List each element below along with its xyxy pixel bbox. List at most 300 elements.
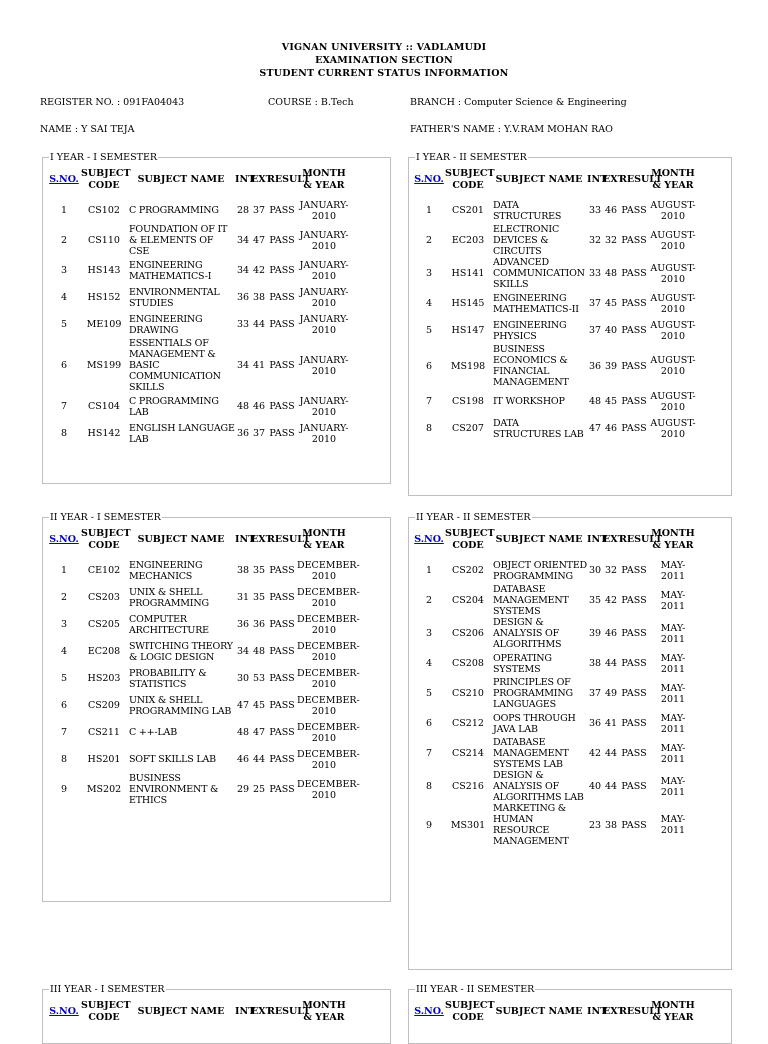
row-sno: 2 xyxy=(425,235,433,246)
col-header-sno[interactable]: S.NO. xyxy=(414,534,444,545)
table-row xyxy=(47,224,351,257)
col-header-ext: EXT xyxy=(603,174,625,185)
table-row xyxy=(47,584,351,611)
subject-name: DATA STRUCTURES xyxy=(493,199,562,222)
results-table xyxy=(413,163,697,442)
result-status: PASS xyxy=(269,592,295,603)
subject-code: HS201 xyxy=(87,754,121,765)
subject-code: CS214 xyxy=(452,748,484,759)
table-row xyxy=(47,197,351,224)
external-marks: 46 xyxy=(604,423,618,434)
subject-code: CS102 xyxy=(88,205,120,216)
row-sno: 7 xyxy=(60,727,68,738)
result-status: PASS xyxy=(269,646,295,657)
row-sno: 7 xyxy=(425,748,433,759)
exam-month: AUGUST-2010 xyxy=(650,292,696,315)
result-status: PASS xyxy=(621,235,647,246)
result-status: PASS xyxy=(269,727,295,738)
subject-name: BUSINESS ECONOMICS & FINANCIAL MANAGEMENT xyxy=(493,344,569,388)
subject-name: PROBABILITY & STATISTICS xyxy=(129,667,207,690)
subject-name: UNIX & SHELL PROGRAMMING LAB xyxy=(129,694,232,717)
subject-name: OOPS THROUGH JAVA LAB xyxy=(493,712,576,735)
exam-month: DECEMBER-2010 xyxy=(297,640,360,663)
subject-name: C PROGRAMMING LAB xyxy=(129,395,219,418)
subject-code: CS202 xyxy=(452,565,484,576)
internal-marks: 29 xyxy=(236,784,250,795)
subject-name: UNIX & SHELL PROGRAMMING xyxy=(129,586,209,609)
table-row xyxy=(413,584,697,617)
col-header-ext: EXT xyxy=(251,534,273,545)
semester-panel xyxy=(408,984,732,1044)
internal-marks: 39 xyxy=(588,628,602,639)
exam-month: AUGUST-2010 xyxy=(650,390,696,413)
external-marks: 53 xyxy=(252,673,266,684)
internal-marks: 42 xyxy=(588,748,602,759)
table-row xyxy=(413,388,697,415)
subject-code: CS208 xyxy=(452,658,484,669)
result-status: PASS xyxy=(621,748,647,759)
internal-marks: 36 xyxy=(236,619,250,630)
subject-code: CS206 xyxy=(452,628,484,639)
table-row xyxy=(47,665,351,692)
table-row xyxy=(47,611,351,638)
table-row xyxy=(413,770,697,803)
row-sno: 4 xyxy=(425,298,433,309)
col-header-int: INT xyxy=(587,174,608,185)
internal-marks: 34 xyxy=(236,360,250,371)
subject-code: HS142 xyxy=(87,428,121,439)
exam-month: MAY-2011 xyxy=(660,652,686,675)
exam-month: DECEMBER-2010 xyxy=(297,586,360,609)
external-marks: 45 xyxy=(604,298,618,309)
col-header-ext: EXT xyxy=(251,174,273,185)
subject-code: EC203 xyxy=(451,235,485,246)
result-status: PASS xyxy=(269,619,295,630)
subject-code: EC208 xyxy=(87,646,121,657)
row-sno: 6 xyxy=(60,360,68,371)
subject-name: ENGLISH LANGUAGE LAB xyxy=(129,422,235,445)
subject-code: CS104 xyxy=(88,401,120,412)
internal-marks: 36 xyxy=(236,428,250,439)
subject-code: CS211 xyxy=(88,727,120,738)
semester-panel xyxy=(42,152,391,484)
result-status: PASS xyxy=(269,673,295,684)
page-title: STUDENT CURRENT STATUS INFORMATION xyxy=(259,68,509,79)
col-header-month: MONTH & YEAR xyxy=(651,528,695,551)
course: COURSE : B.Tech xyxy=(268,97,354,108)
row-sno: 4 xyxy=(60,292,68,303)
external-marks: 36 xyxy=(252,619,266,630)
exam-month: AUGUST-2010 xyxy=(650,262,696,285)
table-row xyxy=(413,197,697,224)
internal-marks: 34 xyxy=(236,235,250,246)
col-header-name: SUBJECT NAME xyxy=(495,1006,583,1017)
col-header-sno[interactable]: S.NO. xyxy=(414,1006,444,1017)
col-header-ext: EXT xyxy=(251,1006,273,1017)
results-table xyxy=(413,523,697,847)
subject-name: ELECTRONIC DEVICES & CIRCUITS xyxy=(493,224,560,257)
internal-marks: 33 xyxy=(236,319,250,330)
exam-month: AUGUST-2010 xyxy=(650,355,696,377)
table-row xyxy=(413,290,697,317)
subject-code: MS301 xyxy=(450,819,486,831)
exam-month: AUGUST-2010 xyxy=(650,319,696,342)
col-header-result: RESULT xyxy=(267,174,311,185)
subject-name: ENGINEERING MATHEMATICS-II xyxy=(493,292,579,315)
internal-marks: 35 xyxy=(588,595,602,606)
exam-month: AUGUST-2010 xyxy=(650,199,696,222)
col-header-sno[interactable]: S.NO. xyxy=(414,174,444,185)
semester-title: I YEAR - I SEMESTER xyxy=(50,152,158,163)
row-sno: 7 xyxy=(425,396,433,407)
col-header-code: SUBJECT CODE xyxy=(445,528,495,551)
row-sno: 1 xyxy=(425,205,433,216)
subject-code: CS207 xyxy=(452,423,484,434)
table-row xyxy=(413,710,697,737)
result-status: PASS xyxy=(269,401,295,412)
table-row xyxy=(413,257,697,290)
internal-marks: 38 xyxy=(236,565,250,576)
semester-title: III YEAR - II SEMESTER xyxy=(416,984,535,995)
external-marks: 41 xyxy=(252,360,266,371)
external-marks: 48 xyxy=(252,646,266,657)
result-status: PASS xyxy=(269,319,295,330)
internal-marks: 33 xyxy=(588,268,602,279)
semester-panel xyxy=(408,152,732,496)
col-header-code: SUBJECT CODE xyxy=(81,528,131,551)
result-status: PASS xyxy=(621,396,647,407)
subject-name: FOUNDATION OF IT & ELEMENTS OF CSE xyxy=(129,224,228,257)
exam-month: MAY-2011 xyxy=(660,712,686,735)
table-row xyxy=(413,415,697,442)
external-marks: 39 xyxy=(604,360,618,372)
row-sno: 8 xyxy=(60,428,68,439)
col-header-code: SUBJECT CODE xyxy=(445,1000,495,1023)
external-marks: 44 xyxy=(252,754,266,765)
external-marks: 46 xyxy=(604,628,618,639)
row-sno: 5 xyxy=(425,688,433,699)
internal-marks: 30 xyxy=(236,673,250,684)
exam-month: MAY-2011 xyxy=(660,559,686,582)
result-status: PASS xyxy=(269,428,295,439)
exam-month: MAY-2011 xyxy=(660,775,686,798)
subject-name: ENGINEERING MATHEMATICS-I xyxy=(129,259,212,282)
exam-month: DECEMBER-2010 xyxy=(297,613,360,636)
external-marks: 46 xyxy=(604,205,618,216)
table-row xyxy=(47,338,351,393)
row-sno: 4 xyxy=(60,646,68,657)
table-row xyxy=(413,344,697,388)
subject-name: DATABASE MANAGEMENT SYSTEMS LAB xyxy=(493,737,569,770)
table-row xyxy=(47,311,351,338)
subject-code: HS143 xyxy=(87,265,121,276)
col-header-code: SUBJECT CODE xyxy=(81,168,131,191)
results-table xyxy=(47,523,360,806)
internal-marks: 33 xyxy=(588,205,602,216)
row-sno: 5 xyxy=(60,673,68,684)
register-number: REGISTER NO. : 091FA04043 xyxy=(40,97,185,108)
result-status: PASS xyxy=(269,265,295,276)
father-name: FATHER'S NAME : Y.V.RAM MOHAN RAO xyxy=(410,124,613,135)
internal-marks: 47 xyxy=(236,700,250,711)
row-sno: 2 xyxy=(60,592,68,603)
col-header-result: RESULT xyxy=(619,1006,663,1017)
row-sno: 3 xyxy=(60,619,68,630)
results-table xyxy=(47,163,351,447)
external-marks: 48 xyxy=(604,268,618,279)
subject-name: SWITCHING THEORY & LOGIC DESIGN xyxy=(129,640,233,663)
row-sno: 6 xyxy=(425,360,433,372)
exam-month: AUGUST-2010 xyxy=(650,229,696,252)
subject-name: PRINCIPLES OF PROGRAMMING LANGUAGES xyxy=(493,677,573,710)
col-header-result: RESULT xyxy=(619,534,663,545)
table-row xyxy=(47,284,351,311)
exam-month: JANUARY-2010 xyxy=(299,313,349,336)
table-row xyxy=(47,557,351,584)
subject-code: HS145 xyxy=(451,298,485,309)
internal-marks: 31 xyxy=(236,592,250,603)
row-sno: 4 xyxy=(425,658,433,669)
exam-month: JANUARY-2010 xyxy=(299,199,349,222)
external-marks: 45 xyxy=(604,396,618,407)
col-header-name: SUBJECT NAME xyxy=(495,534,583,545)
table-row xyxy=(47,719,351,746)
subject-code: CE102 xyxy=(87,565,121,576)
row-sno: 2 xyxy=(425,595,433,606)
col-header-ext: EXT xyxy=(603,1006,625,1017)
semester-title: II YEAR - II SEMESTER xyxy=(416,512,531,523)
col-header-month: MONTH & YEAR xyxy=(302,1000,346,1023)
external-marks: 38 xyxy=(252,292,266,303)
exam-month: DECEMBER-2010 xyxy=(297,721,360,744)
result-status: PASS xyxy=(621,658,647,669)
result-status: PASS xyxy=(269,360,295,371)
internal-marks: 37 xyxy=(588,298,602,309)
col-header-code: SUBJECT CODE xyxy=(81,1000,131,1023)
university-title: VIGNAN UNIVERSITY :: VADLAMUDI xyxy=(281,42,487,53)
subject-name: OBJECT ORIENTED PROGRAMMING xyxy=(493,559,587,582)
table-row xyxy=(47,692,351,719)
result-status: PASS xyxy=(269,754,295,765)
internal-marks: 48 xyxy=(588,396,602,407)
result-status: PASS xyxy=(269,292,295,303)
subject-code: MS202 xyxy=(86,784,122,795)
result-status: PASS xyxy=(621,205,647,216)
subject-code: CS209 xyxy=(88,700,120,711)
col-header-month: MONTH & YEAR xyxy=(651,1000,695,1023)
row-sno: 6 xyxy=(425,718,433,729)
subject-code: MS199 xyxy=(86,360,122,371)
col-header-month: MONTH & YEAR xyxy=(651,168,695,191)
table-row xyxy=(47,773,351,806)
external-marks: 32 xyxy=(604,565,618,576)
external-marks: 44 xyxy=(604,781,618,792)
result-status: PASS xyxy=(269,565,295,576)
external-marks: 40 xyxy=(604,325,618,336)
result-status: PASS xyxy=(621,595,647,606)
external-marks: 45 xyxy=(252,700,266,711)
exam-month: MAY-2011 xyxy=(660,589,686,612)
row-sno: 3 xyxy=(425,268,433,279)
result-status: PASS xyxy=(269,700,295,711)
semester-panel xyxy=(408,512,732,970)
col-header-sno[interactable]: S.NO. xyxy=(49,174,79,185)
col-header-code: SUBJECT CODE xyxy=(445,168,495,191)
col-header-result: RESULT xyxy=(267,534,311,545)
result-status: PASS xyxy=(621,423,647,434)
internal-marks: 28 xyxy=(236,205,250,216)
result-status: PASS xyxy=(621,718,647,729)
subject-code: CS205 xyxy=(88,619,120,630)
subject-code: HS141 xyxy=(451,268,485,279)
col-header-name: SUBJECT NAME xyxy=(137,174,225,185)
subject-code: HS152 xyxy=(87,292,121,303)
internal-marks: 32 xyxy=(588,235,602,246)
internal-marks: 36 xyxy=(588,718,602,729)
exam-month: JANUARY-2010 xyxy=(299,354,349,377)
exam-month: DECEMBER-2010 xyxy=(297,694,360,717)
table-row xyxy=(47,638,351,665)
internal-marks: 37 xyxy=(588,325,602,336)
result-status: PASS xyxy=(269,205,295,216)
exam-month: JANUARY-2010 xyxy=(299,422,349,445)
exam-month: JANUARY-2010 xyxy=(299,229,349,252)
row-sno: 9 xyxy=(60,784,68,795)
subject-code: CS201 xyxy=(452,205,484,216)
subject-name: DATA STRUCTURES LAB xyxy=(493,417,584,440)
subject-name: ENGINEERING MECHANICS xyxy=(129,559,203,582)
external-marks: 46 xyxy=(252,401,266,412)
internal-marks: 47 xyxy=(588,423,602,434)
section-title: EXAMINATION SECTION xyxy=(315,55,453,66)
internal-marks: 46 xyxy=(236,754,250,765)
external-marks: 44 xyxy=(604,658,618,669)
table-row xyxy=(413,650,697,677)
row-sno: 1 xyxy=(425,565,433,576)
subject-name: SOFT SKILLS LAB xyxy=(129,754,216,765)
subject-name: ENVIRONMENTAL STUDIES xyxy=(129,286,220,309)
col-header-int: INT xyxy=(235,534,256,545)
subject-code: CS203 xyxy=(88,592,120,603)
external-marks: 49 xyxy=(604,688,618,699)
exam-month: MAY-2011 xyxy=(660,622,686,645)
table-row xyxy=(413,737,697,770)
exam-month: DECEMBER-2010 xyxy=(297,748,360,771)
subject-name: DATABASE MANAGEMENT SYSTEMS xyxy=(493,584,569,617)
subject-name: C PROGRAMMING xyxy=(129,205,219,216)
exam-month: MAY-2011 xyxy=(660,682,686,705)
result-status: PASS xyxy=(621,298,647,309)
table-row xyxy=(413,557,697,584)
external-marks: 25 xyxy=(252,784,266,795)
col-header-sno[interactable]: S.NO. xyxy=(49,534,79,545)
subject-code: CS212 xyxy=(452,718,484,729)
col-header-ext: EXT xyxy=(603,534,625,545)
branch: BRANCH : Computer Science & Engineering xyxy=(410,97,627,108)
external-marks: 35 xyxy=(252,565,266,576)
internal-marks: 48 xyxy=(236,727,250,738)
table-row xyxy=(47,257,351,284)
subject-name: ADVANCED COMMUNICATION SKILLS xyxy=(493,257,585,290)
subject-name: DESIGN & ANALYSIS OF ALGORITHMS LAB xyxy=(493,770,584,803)
subject-code: CS198 xyxy=(452,396,484,407)
subject-code: ME109 xyxy=(86,319,122,330)
row-sno: 1 xyxy=(60,565,68,576)
col-header-int: INT xyxy=(587,1006,608,1017)
subject-code: CS216 xyxy=(452,781,484,792)
subject-code: HS203 xyxy=(87,673,121,684)
exam-month: JANUARY-2010 xyxy=(299,286,349,309)
col-header-month: MONTH & YEAR xyxy=(302,528,346,551)
internal-marks: 30 xyxy=(588,565,602,576)
subject-code: CS210 xyxy=(452,688,484,699)
external-marks: 42 xyxy=(252,265,266,276)
subject-name: DESIGN & ANALYSIS OF ALGORITHMS xyxy=(493,617,562,650)
external-marks: 41 xyxy=(604,718,618,729)
student-name: NAME : Y SAI TEJA xyxy=(40,124,135,135)
result-status: PASS xyxy=(269,784,295,795)
internal-marks: 34 xyxy=(236,265,250,276)
subject-code: CS204 xyxy=(452,595,484,606)
internal-marks: 34 xyxy=(236,646,250,657)
col-header-name: SUBJECT NAME xyxy=(495,174,583,185)
result-status: PASS xyxy=(269,235,295,246)
col-header-sno[interactable]: S.NO. xyxy=(49,1006,79,1017)
row-sno: 1 xyxy=(60,205,68,216)
semester-title: II YEAR - I SEMESTER xyxy=(50,512,161,523)
col-header-int: INT xyxy=(235,1006,256,1017)
exam-month: MAY-2011 xyxy=(660,742,686,765)
table-row xyxy=(413,617,697,650)
external-marks: 35 xyxy=(252,592,266,603)
col-header-name: SUBJECT NAME xyxy=(137,534,225,545)
internal-marks: 36 xyxy=(588,360,602,372)
table-row xyxy=(47,746,351,773)
internal-marks: 36 xyxy=(236,292,250,303)
external-marks: 47 xyxy=(252,727,266,738)
internal-marks: 48 xyxy=(236,401,250,412)
subject-code: HS147 xyxy=(451,325,485,336)
subject-code: CS110 xyxy=(88,235,120,246)
internal-marks: 23 xyxy=(588,819,602,831)
col-header-result: RESULT xyxy=(619,174,663,185)
col-header-month: MONTH & YEAR xyxy=(302,168,346,191)
row-sno: 7 xyxy=(60,401,68,412)
external-marks: 32 xyxy=(604,235,618,246)
row-sno: 9 xyxy=(425,819,433,831)
col-header-int: INT xyxy=(587,534,608,545)
exam-month: DECEMBER-2010 xyxy=(297,667,360,690)
row-sno: 3 xyxy=(425,628,433,639)
result-status: PASS xyxy=(621,781,647,792)
result-status: PASS xyxy=(621,819,647,831)
exam-month: DECEMBER-2010 xyxy=(297,778,360,801)
subject-name: COMPUTER ARCHITECTURE xyxy=(129,613,209,636)
exam-month: JANUARY-2010 xyxy=(299,395,349,418)
internal-marks: 38 xyxy=(588,658,602,669)
row-sno: 6 xyxy=(60,700,68,711)
exam-month: AUGUST-2010 xyxy=(650,417,696,440)
col-header-int: INT xyxy=(235,174,256,185)
subject-name: BUSINESS ENVIRONMENT & ETHICS xyxy=(129,773,219,806)
result-status: PASS xyxy=(621,268,647,279)
table-row xyxy=(413,317,697,344)
external-marks: 42 xyxy=(604,595,618,606)
table-row xyxy=(413,224,697,257)
external-marks: 47 xyxy=(252,235,266,246)
result-status: PASS xyxy=(621,628,647,639)
subject-name: ENGINEERING PHYSICS xyxy=(493,319,567,342)
